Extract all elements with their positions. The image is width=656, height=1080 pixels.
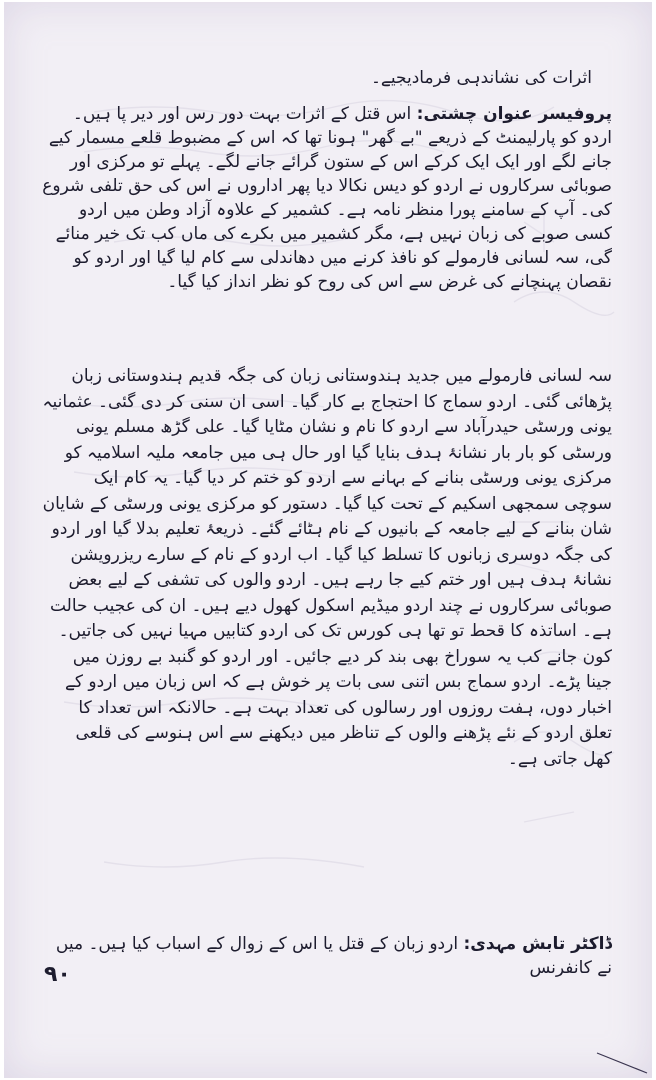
paragraph-anwan-chishti [42, 102, 612, 294]
corner-pen-mark [592, 1018, 652, 1078]
paragraph-continuation [42, 364, 612, 772]
paragraph-text: اردو زبان کے قتل یا اس کے زوال کے اسباب کیا ہیں۔ میں نے کانفرنس [55, 934, 612, 978]
paragraph-tabish-mehdi [42, 932, 612, 980]
scanned-page [4, 2, 652, 1078]
paragraph-text: اس قتل کے اثرات بہت دور رس اور دیر پا ہیں۔ اردو کو پارلیمنٹ کے ذریعے "بے گھر" ہونا تھا کہ اس کے مضبوط قلعے مسمار کیے جانے لگے اور ایک ایک کرکے اس کے ستون گرائے جانے لگے۔ پہلے تو مرکزی اور صوبائی سرکاروں نے اردو کو دیس نکالا دیا پھر اداروں نے اس کی حق تلفی شروع کی۔ آپ کے سامنے پورا منظر نامہ ہے۔ کشمیر کے علاوہ آزاد وطن میں اردو کسی صوبے کی زبان نہیں ہے، مگر کشمیر میں بکرے کی ماں کب تک خیر منائے گی، سہ لسانی فارمولے کو نافذ کرنے میں دھاندلی سے کام لیا گیا اور اردو کو نقصان پہنچانے کی غرض سے اس کی روح کو نظر انداز کیا گیا۔ [42, 104, 612, 292]
page-heading: اثرات کی نشاندہی فرمادیجیے۔ [370, 68, 592, 88]
speaker-name: پروفیسر عنوان چشتی: [416, 104, 612, 124]
page-number: ۹۰ [44, 962, 71, 987]
paragraph-text: سہ لسانی فارمولے میں جدید ہندوستانی زبان کی جگہ قدیم ہندوستانی زبان پڑھائی گئی۔ اردو سماج کا احتجاج بے کار گیا۔ اسی ان سنی کر دی گئی۔ عثمانیہ یونی ورسٹی حیدرآباد سے اردو کا نام و نشان مٹایا گیا۔ علی گڑھ مسلم یونی ورسٹی کو بار بار نشانۂ ہدف بنایا گیا اور حال ہی میں جامعہ ملیہ اسلامیہ کو مرکزی یونی ورسٹی بنانے کے بہانے سے اردو کو ختم کر دیا گیا۔ یہ کام ایک سوچی سمجھی اسکیم کے تحت کیا گیا۔ دستور کو مرکزی یونی ورسٹی کے شایان شان بنانے کے لیے جامعہ کے بانیوں کے نام ہٹائے گئے۔ ذریعۂ تعلیم بدلا گیا اور اردو کی جگہ دوسری زبانوں کا تسلط کیا گیا۔ اب اردو کے نام کے سارے ریزرویشن نشانۂ ہدف ہیں اور ختم کیے جا رہے ہیں۔ اردو والوں کی تشفی کے لیے بعض صوبائی سرکاروں نے چند اردو میڈیم اسکول کھول دیے ہیں۔ ان کی عجیب حالت ہے۔ اساتذہ کا قحط تو تھا ہی کورس تک کی اردو کتابیں مہیا نہیں کی جاتیں۔ کون جانے کب یہ سوراخ بھی بند کر دیے جائیں۔ اور اردو کو گنبد بے روزن میں جینا پڑے۔ اردو سماج بس اتنی سی بات پر خوش ہے کہ اس زبان میں اردو کے اخبار دوں، ہفت روزوں اور رسالوں کی تعداد بہت ہے۔ حالانکہ اس تعداد کا تعلق اردو کے نئے پڑھنے والوں کے تناظر میں دیکھنے سے اس ہنوسے کی قلعی کھل جاتی ہے۔ [42, 366, 612, 769]
speaker-name: ڈاکٹر تابش مہدی: [463, 934, 612, 954]
